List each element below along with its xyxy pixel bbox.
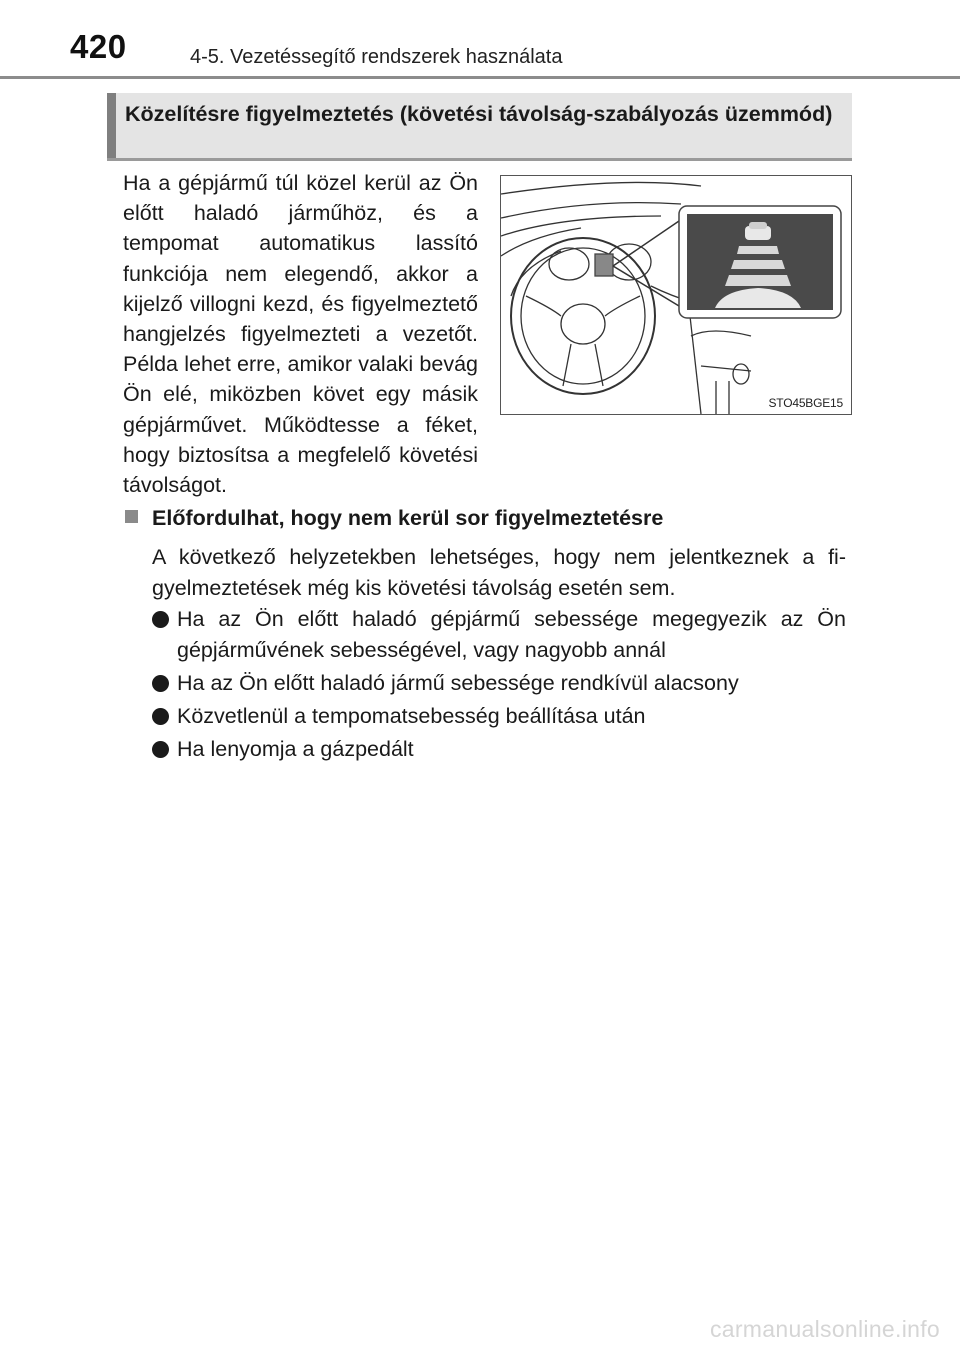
section-heading-bar: [107, 93, 116, 158]
bullet-dot-icon: [152, 675, 169, 692]
page-header: [0, 0, 960, 80]
watermark: carmanualsonline.info: [709, 1316, 940, 1342]
list-item: Ha lenyomja a gázpedált: [152, 734, 846, 765]
steering-wheel-rim: [511, 238, 655, 394]
list-item: Ha az Ön előtt haladó jármű sebessége rendkívül alacsony: [152, 668, 846, 699]
windshield-line: [501, 182, 701, 194]
subsection-paragraph: A következő helyzetekben lehetséges, hogy nem jelentkeznek a figyelmeztetések még kis követési távolság esetén sem.: [152, 545, 846, 600]
steering-hub: [561, 304, 605, 344]
list-item: Ha az Ön előtt haladó gépjármű sebessége megegyezik az Ön gépjárművének sebességével, vagy nagyobb annál: [152, 604, 846, 666]
condition-list: [152, 604, 846, 767]
section-title: Közelítésre figyelmeztetés (követési távolság-szabályozás üzemmód): [125, 102, 833, 126]
bullet-dot-icon: [152, 708, 169, 725]
section-heading-box: [107, 93, 852, 161]
square-bullet-icon: [125, 510, 138, 523]
bullet-dot-icon: [152, 611, 169, 628]
bullet-dot-icon: [152, 741, 169, 758]
chapter-title: 4-5. Vezetéssegítő rendszerek használata: [190, 46, 563, 68]
figure-code: STO45BGE15: [768, 396, 843, 410]
header-divider: [0, 76, 960, 79]
dashboard-illustration: [500, 175, 852, 415]
list-item: Közvetlenül a tempomatsebesség beállítása után: [152, 701, 846, 732]
dashboard-drawing: [501, 176, 851, 414]
subsection-heading: [125, 506, 663, 531]
page-number: 420: [70, 28, 127, 65]
intro-paragraph: Ha a gépjármű túl közel kerül az Ön előtt haladó járműhöz, és a tempomat automatikus lassító funkciója nem elegendő, akkor a kijelző villogni kezd, és figyelmeztető hangjelzés figyelmezteti a vezetőt. Példa lehet erre, amikor valaki bevág Ön elé, miközben követ egy másik gépjárművet. Működtesse a féket, hogy biztosítsa a megfelelő követési távolságot.: [123, 171, 478, 498]
subsection-title: Előfordulhat, hogy nem kerül sor figyelmeztetésre: [152, 506, 664, 530]
